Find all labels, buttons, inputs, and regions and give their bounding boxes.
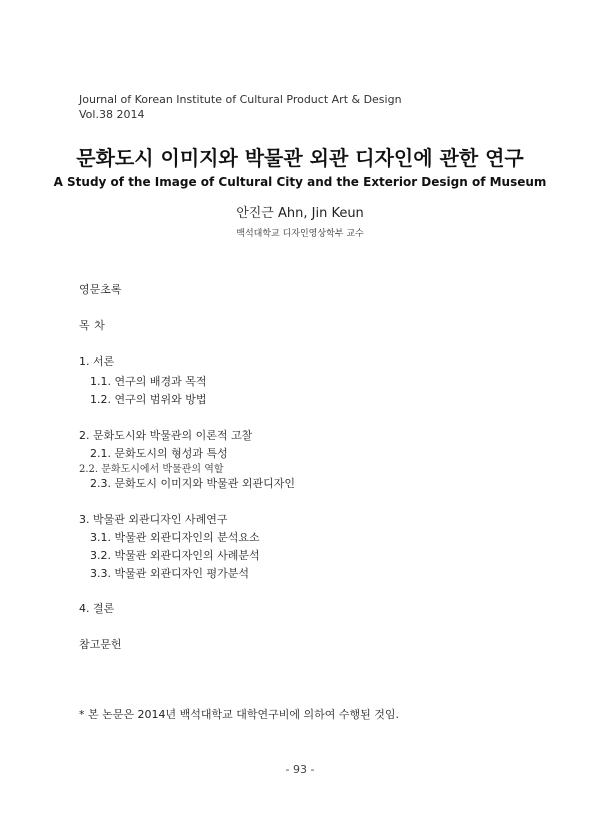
- toc-section-4: 4. 결론: [79, 602, 115, 615]
- toc-references: 참고문헌: [79, 638, 122, 651]
- toc-item-2-1: 2.1. 문화도시의 형성과 특성: [90, 447, 228, 460]
- footnote: * 본 논문은 2014년 백석대학교 대학연구비에 의하여 수행된 것임.: [79, 708, 399, 721]
- toc-heading: 목 차: [79, 319, 106, 332]
- toc-section-2: 2. 문화도시와 박물관의 이론적 고찰: [79, 429, 253, 442]
- author-affiliation: 백석대학교 디자인영상학부 교수: [236, 229, 364, 239]
- author-name: 안진근 Ahn, Jin Keun: [236, 206, 364, 221]
- toc-item-1-1: 1.1. 연구의 배경과 목적: [90, 375, 207, 388]
- toc-item-3-3: 3.3. 박물관 외관디자인 평가분석: [90, 567, 249, 580]
- toc-section-3: 3. 박물관 외관디자인 사례연구: [79, 513, 228, 526]
- journal-name: Journal of Korean Institute of Cultural Product Art & Design: [79, 93, 402, 106]
- toc-section-1: 1. 서론: [79, 355, 115, 368]
- page-number: - 93 -: [285, 763, 315, 776]
- toc-item-1-2: 1.2. 연구의 범위와 방법: [90, 393, 207, 406]
- journal-volume: Vol.38 2014: [79, 108, 145, 121]
- toc-item-3-2: 3.2. 박물관 외관디자인의 사례분석: [90, 549, 260, 562]
- toc-item-2-3: 2.3. 문화도시 이미지와 박물관 외관디자인: [90, 477, 295, 490]
- paper-title-korean: 문화도시 이미지와 박물관 외관 디자인에 관한 연구: [76, 146, 524, 170]
- toc-abstract: 영문초록: [79, 283, 122, 296]
- toc-item-3-1: 3.1. 박물관 외관디자인의 분석요소: [90, 531, 260, 544]
- paper-title-english: A Study of the Image of Cultural City and the Exterior Design of Museum: [53, 175, 547, 189]
- toc-item-2-2: 2.2. 문화도시에서 박물관의 역할: [79, 464, 224, 475]
